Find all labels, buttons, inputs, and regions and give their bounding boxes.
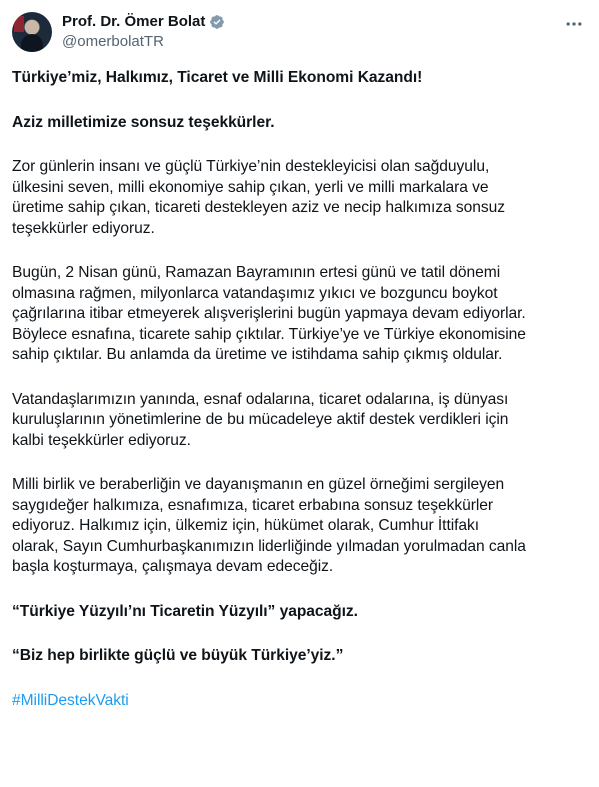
text-line: çağrılarına itibar etmeyerek alışverişlerini bugün yapmaya devam ediyorlar. bbox=[12, 305, 526, 322]
author-display-name-text[interactable]: Prof. Dr. Ömer Bolat bbox=[62, 13, 206, 30]
tweet-header bbox=[12, 10, 589, 54]
tweet-paragraph-3 bbox=[12, 390, 592, 452]
text-line: Zor günlerin insanı ve güçlü Türkiye’nin destekleyicisi olan sağduyulu, bbox=[12, 158, 490, 175]
author-names bbox=[62, 12, 225, 52]
flag-icon bbox=[14, 16, 24, 32]
text-line: sahip çıktılar. Bu anlamda da üretime ve istihdama sahip çıkmış oldular. bbox=[12, 346, 503, 363]
tweet-paragraph-4 bbox=[12, 475, 592, 578]
text-line: olarak, Sayın Cumhurbaşkanımızın liderliğinde yılmadan yorulmadan canla bbox=[12, 537, 526, 555]
tweet-thanks: Aziz milletimize sonsuz teşekkürler. bbox=[12, 113, 275, 131]
text-line: kalbi teşekkürler ediyoruz. bbox=[12, 431, 191, 449]
text-line: olmasına rağmen, milyonlarca vatandaşımız yıkıcı ve bozguncu boykot bbox=[12, 284, 498, 302]
more-options-icon[interactable] bbox=[563, 14, 585, 34]
tweet-hashtag-line bbox=[12, 691, 592, 712]
text-line: kuruluşlarının yönetimlerine de bu mücadeleye aktif destek verdikleri için bbox=[12, 411, 509, 428]
text-line: teşekkürler ediyoruz. bbox=[12, 219, 155, 237]
tweet-quote-1: “Türkiye Yüzyılı’nı Ticaretin Yüzyılı” yapacağız. bbox=[12, 602, 358, 620]
verified-badge-icon bbox=[209, 14, 225, 30]
tweet-quote-2: “Biz hep birlikte güçlü ve büyük Türkiye’yiz.” bbox=[12, 647, 344, 664]
author-display-name[interactable] bbox=[62, 12, 225, 32]
text-line: başla koşturmaya, çalışmaya devam edeceğiz. bbox=[12, 558, 334, 575]
tweet-paragraph-1 bbox=[12, 157, 592, 239]
text-line: Böylece esnafına, ticarete sahip çıktılar. Türkiye’ye ve Türkiye ekonomisine bbox=[12, 325, 526, 343]
text-line: Vatandaşlarımızın yanında, esnaf odalarına, ticaret odalarına, iş dünyası bbox=[12, 390, 509, 408]
author-avatar[interactable] bbox=[12, 12, 52, 52]
text-line: ediyoruz. Halkımız için, ülkemiz için, hükümet olarak, Cumhur İttifakı bbox=[12, 517, 480, 534]
author-handle[interactable]: @omerbolatTR bbox=[62, 33, 164, 50]
tweet-paragraph-2 bbox=[12, 263, 592, 366]
text-line: Milli birlik ve beraberliğin ve dayanışmanın en güzel örneğimi sergileyen bbox=[12, 476, 505, 493]
text-line: Bugün, 2 Nisan günü, Ramazan Bayramının ertesi günü ve tatil dönemi bbox=[12, 264, 501, 281]
text-line: saygıdeğer halkımıza, esnafımıza, ticaret erbabına sonsuz teşekkürler bbox=[12, 496, 494, 514]
text-line: ülkesini seven, milli ekonomiye sahip çıkan, yerli ve milli markalara ve bbox=[12, 178, 489, 196]
text-line: üretime sahip çıkan, ticareti destekleyen aziz ve necip halkımıza sonsuz bbox=[12, 199, 506, 216]
tweet-title: Türkiye’miz, Halkımız, Ticaret ve Milli Ekonomi Kazandı! bbox=[12, 69, 423, 86]
hashtag-link[interactable]: #MilliDestekVakti bbox=[12, 691, 129, 709]
tweet-text bbox=[12, 68, 592, 735]
avatar-figure bbox=[21, 34, 43, 52]
